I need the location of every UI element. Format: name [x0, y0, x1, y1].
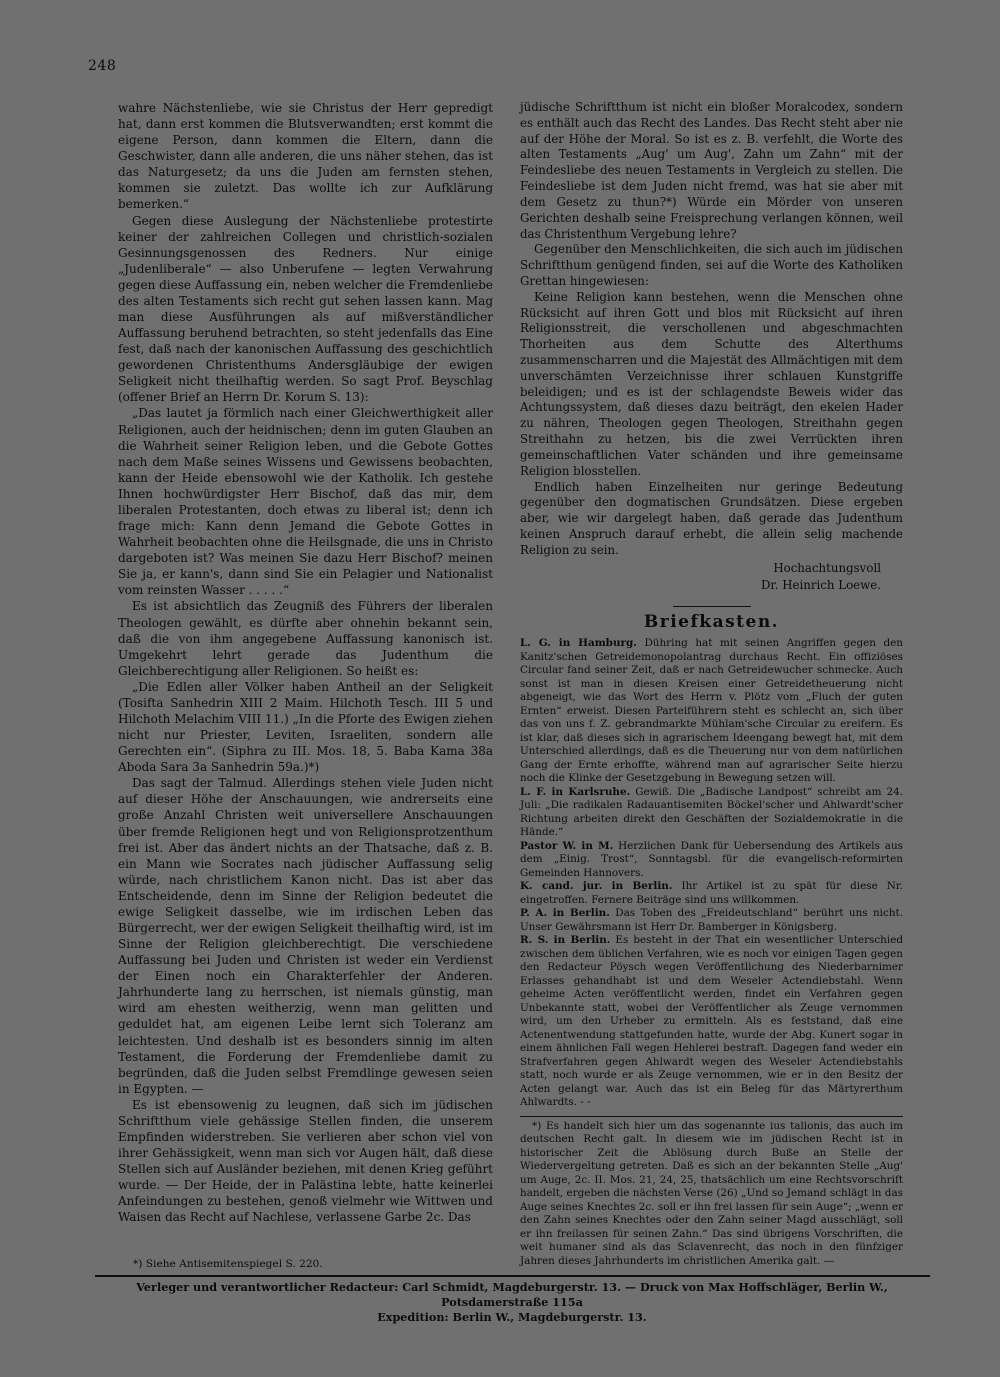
paragraph: jüdische Schriftthum ist nicht ein bloßer Moralcodex, sondern es enthält auch das Recht des Landes. Das Recht steht aber nie auf der Höhe der Moral. So ist es z. B. verfehlt, die Worte des alten Testaments „Aug' um Aug', Zahn um Zahn“ mit der Feindesliebe des neuen Testaments in Vergleich zu stellen. Die Feindesliebe ist dem Juden nicht fremd, was hat sie aber mit dem Gesetz zu thun?*) Würde ein Mörder von unseren Gerichten deshalb seine Freisprechung verlangen können, weil das Christenthum Vergebung lehre?	[520, 100, 903, 241]
left-footnote: *) Siehe Antisemitenspiegel S. 220.	[133, 1258, 323, 1270]
entry-addressee: K. cand. jur. in Berlin.	[520, 880, 673, 892]
entry-text: Es besteht in der That ein wesentlicher Unterschied zwischen dem üblichen Verfahren, wie es noch vor einigen Tagen gegen den Redacteur Pöysch wegen Veröffentlichung des Niederbarnimer Erlasses gehandhabt ist und dem Weseler Actendiebstahl. Wenn geheime Acten veröffentlicht werden, findet ein Verfahren gegen Unbekannte statt, wobei der Veröffentlicher als Zeuge vernommen wird, um den Urheber zu ermitteln. Als es feststand, daß eine Actenentwendung stattgefunden hatte, wurde der Abg. Kunert sogar in einem ähnlichen Fall wegen Hehlerei bestraft. Dagegen fand weder ein Strafverfahren gegen Ahlwardt wegen des Weseler Actendiebstahls statt, noch wurde er als Zeuge vernommen, wie er in den Besitz der Acten gelangt war. Auch das ist ein Beleg für das Märtyrerthum Ahlwardts. - -	[520, 934, 904, 1108]
paragraph: Es ist ebensowenig zu leugnen, daß sich im jüdischen Schriftthum viele gehässige Stellen finden, die unserem Empfinden widerstreben. Sie verlieren aber schon viel von ihrer Gehässigkeit, wenn man sich vor Augen hält, daß diese Stellen sich auf Ausländer beziehen, mit denen Krieg geführt wurde. — Der Heide, der in Palästina lebte, hatte keinerlei Anfeindungen zu bestehen, genoß vielmehr wie Wittwen und Waisen das Recht auf Nachlese, verlassene Garbe 2c. Das	[118, 1097, 493, 1225]
paragraph: Endlich haben Einzelheiten nur geringe Bedeutung gegenüber den dogmatischen Grundsätzen. Diese ergeben aber, wie wir dargelegt haben, daß gerade das Judenthum keinen Anspruch darauf erhebt, die allein selig machende Religion zu sein.	[520, 479, 903, 557]
quotation: „Die Edlen aller Völker haben Antheil an der Seligkeit (Tosifta Sanhedrin XIII 2 Maim. Hilchoth Tesch. III 5 und Hilchoth Melachim VIII 11.) „In die Pforte des Ewigen ziehen nicht nur Priester, Leviten, Israeliten, sondern alle Gerechten ein“. (Siphra zu III. Mos. 18, 5. Baba Kama 38a Aboda Sara 3a Sanhedrin 59a.)*)	[118, 679, 493, 775]
entry-addressee: P. A. in Berlin.	[520, 907, 610, 919]
right-footnote-text: *) Es handelt sich hier um das sogenannte ius talionis, das auch im deutschen Recht galt. In diesem wie im jüdischen Recht ist in historischer Zeit die Ablösung durch Buße an Stelle der Wiedervergeltung getreten. Daß es sich an der bekannten Stelle „Aug' um Auge, 2c. II. Mos. 21, 24, 25, thatsächlich um eine Rechtsvorschrift handelt, ergeben die nächsten Verse (26) „Und so Jemand schlägt in das Auge seines Knechtes 2c. soll er ihn frei lassen für sein Auge“; „wenn er den Zahn seines Knechtes oder den Zahn seiner Magd ausschlägt, soll er ihn freilassen für seinen Zahn.“ Das sind übrigens Vorschriften, die weit humaner sind als das Sclavenrecht, das noch in den fünfziger Jahren dieses Jahrhunderts im christlichen Amerika galt. —	[520, 1119, 903, 1267]
entry-addressee: L. F. in Karlsruhe.	[520, 785, 631, 798]
imprint-line-1: Verleger und verantwortlicher Redacteur: Carl Schmidt, Magdeburgerstr. 13. — Druck von Max Hoffschläger, Berlin W., Potsdamerstraße 115a	[136, 1280, 888, 1309]
entry-text: Gewiß. Die „Badische Landpost“ schreibt am 24. Juli: „Die radikalen Radauantisemiten Böckel'scher und Ahlwardt'scher Richtung arbeiten direkt den Geschäften der Sozialdemokratie in die Hände.“	[520, 785, 903, 838]
quotation: „Das lautet ja förmlich nach einer Gleichwerthigkeit aller Religionen, auch der heidnischen; denn im guten Glauben an die Wahrheit seiner Religion leben, und die Gebote Gottes nach dem Maße seines Wissens und Gewissens beobachten, kann der Heide ebensowohl wie der Katholik. Ich gestehe Ihnen hochwürdigster Herr Bischof, daß das mir, dem liberalen Protestanten, doch etwas zu liberal ist; denn ich frage mich: Kann denn Jemand die Gebote Gottes in Wahrheit beobachten ohne die Heilsgnade, die uns in Christo dargeboten ist? Was meinen Sie dazu Herr Bischof? meinen Sie ja, er kann's, dann sind Sie ein Pelagier und Nationalist vom reinsten Wasser . . . . .“	[118, 406, 493, 598]
entry-addressee: Pastor W. in M.	[520, 839, 614, 852]
briefkasten-entry	[520, 637, 903, 786]
section-divider	[673, 606, 751, 607]
paragraph: Es ist absichtlich das Zeugniß des Führers der liberalen Theologen gewählt, es dürfte aber ohnehin bekannt sein, daß die von ihm angegebene Auffassung kanonisch ist. Umgekehrt lehrt gerade das Judenthum die Gleichberechtigung aller Religionen. So heißt es:	[118, 599, 493, 678]
imprint-line-2: Expedition: Berlin W., Magdeburgerstr. 13.	[377, 1310, 647, 1324]
paragraph: wahre Nächstenliebe, wie sie Christus der Herr gepredigt hat, dann erst kommen die Blutsverwandten; erst kommt die eigene Person, dann kommen die Eltern, dann die Geschwister, dann alle anderen, die uns näher stehen, das ist das Naturgesetz; da uns die Juden am fernsten stehen, kommen sie zuletzt. Das wollte ich zur Aufklärung bemerken.“	[118, 101, 493, 212]
briefkasten-entry	[520, 934, 903, 1110]
paragraph: Das sagt der Talmud. Allerdings stehen viele Juden nicht auf dieser Höhe der Anschauungen, wie andrerseits eine große Anzahl Christen weit universellere Anschauungen über fremde Religionen hegt und von Religionsprotzenthum frei ist. Aber das ändert nichts an der Thatsache, daß z. B. ein Mann wie Socrates nach jüdischer Auffassung selig würde, nach christlichem Kanon nicht. Das ist aber das Entscheidende, denn im Sinne der Religion bedeutet die ewige Seligkeit dasselbe, wie im irdischen Leben das Bürgerrecht, wer der ewigen Seligkeit theilhaftig wird, ist im Sinne der Religion gleichberechtigt. Die verschiedene Auffassung bei Juden und Christen ist weder ein Verdienst der Einen noch ein Charakterfehler der Anderen. Jahrhunderte lang zu herrschen, ist niemals günstig, man wird am ehesten weitherzig, wenn man gelitten und geduldet hat, am eigenen Leibe lernt sich Toleranz am leichtesten. Und deshalb ist es besonders sinnig im alten Testament, die Forderung der Fremdenliebe damit zu begründen, daß die Juden selbst Fremdlinge gewesen seien in Egypten. —	[118, 776, 493, 1096]
entry-addressee: L. G. in Hamburg.	[520, 637, 637, 649]
signature: Dr. Heinrich Loewe.	[760, 578, 881, 593]
briefkasten-title: Briefkasten.	[643, 612, 780, 633]
right-footnote	[520, 1116, 903, 1269]
entry-text: Herzlichen Dank für Uebersendung des Artikels aus dem „Einig. Trost“, Sonntagsbl. für die evangelisch-reformirten Gemeinden Hannovers.	[520, 839, 903, 879]
left-column	[118, 100, 493, 1225]
paragraph: Gegen diese Auslegung der Nächstenliebe protestirte keiner der zahlreichen Collegen und christlich-sozialen Gesinnungsgenossen des Redners. Nur einige „Judenliberale“ — also Unberufene — legten Verwahrung gegen diese Auffassung ein, neben welcher die Fremdenliebe des alten Testaments sich recht gut sehen lassen kann. Mag man diese Ausführungen als auf mißverständlicher Auffassung beruhend betrachten, so steht jedenfalls das Eine fest, daß nach der kanonischen Auffassung des geschichtlich gewordenen Christenthums Andersgläubige der ewigen Seligkeit nicht theilhaftig werden. So sagt Prof. Beyschlag (offener Brief an Herrn Dr. Korum S. 13):	[118, 213, 493, 405]
page-number: 248	[88, 58, 117, 74]
right-column	[520, 100, 903, 1268]
entry-text: Ihr Artikel ist zu spät für diese Nr. eingetroffen. Fernere Beiträge sind uns willkommen.	[520, 880, 903, 906]
briefkasten-entries	[520, 637, 903, 1110]
paragraph: Gegenüber den Menschlichkeiten, die sich auch im jüdischen Schriftthum genügend finden, sei auf die Worte des Katholiken Grettan hingewiesen:	[520, 242, 903, 288]
imprint-rule	[95, 1275, 930, 1277]
briefkasten-entry	[520, 880, 903, 907]
entry-text: Das Toben des „Freideutschland“ berührt uns nicht. Unser Gewährsmann ist Herr Dr. Bamberger in Königsberg.	[520, 907, 903, 933]
briefkasten-entry	[520, 840, 903, 881]
briefkasten-entry	[520, 786, 903, 840]
entry-addressee: R. S. in Berlin.	[520, 934, 611, 946]
letter-body	[520, 100, 903, 559]
entry-text: Dühring hat mit seinen Angriffen gegen den Kanitz'schen Getreidemonopolantrag durchaus Recht. Ein offiziöses Circular fand seiner Zeit, daß er nach Getreidewucher schmecke. Auch sonst ist man in diesen Kreisen einer Getreidetheuerung nicht abgeneigt, wie das Wort des Herrn v. Plötz vom „Fluch der guten Ernten“ erweist. Diesen Parteiführern steht es schlecht an, sich über das von uns f. Z. gebrandmarkte Mühlam'sche Circular zu ereifern. Es ist klar, daß dieses sich in agrarischem Ideengang bewegt hat, mit dem Unterschied allerdings, daß es die Theuerung nur von dem natürlichen Gang der Ernte erhoffte, während man auf agrarischer Seite hierzu noch die Klinke der Gesetzgebung in Bewegung setzen will.	[520, 637, 903, 784]
briefkasten-entry	[520, 907, 903, 934]
imprint	[92, 1280, 932, 1325]
closing-formula: Hochachtungsvoll	[773, 560, 881, 575]
quotation: Keine Religion kann bestehen, wenn die Menschen ohne Rücksicht auf ihren Gott und blos mit Rücksicht auf ihren Religionsstreit, die verschollenen und abgeschmachten Thorheiten aus dem Schutte des Alterthums zusammenscharren und die Majestät des Allmächtigen mit dem unverschämten Verzeichnisse ihrer schlauen Kunstgriffe beleidigen; und es ist der schlagendste Beweis wider das Achtungssystem, daß dieses dazu beiträgt, den ekelen Hader zu nähren, Theologen gegen Theologen, Streithahn gegen Streithahn zu hetzen, bis die zwei Verrückten ihren gemeinschaftlichen Vater schänden und ihre gemeinsame Religion blosstellen.	[520, 289, 903, 478]
